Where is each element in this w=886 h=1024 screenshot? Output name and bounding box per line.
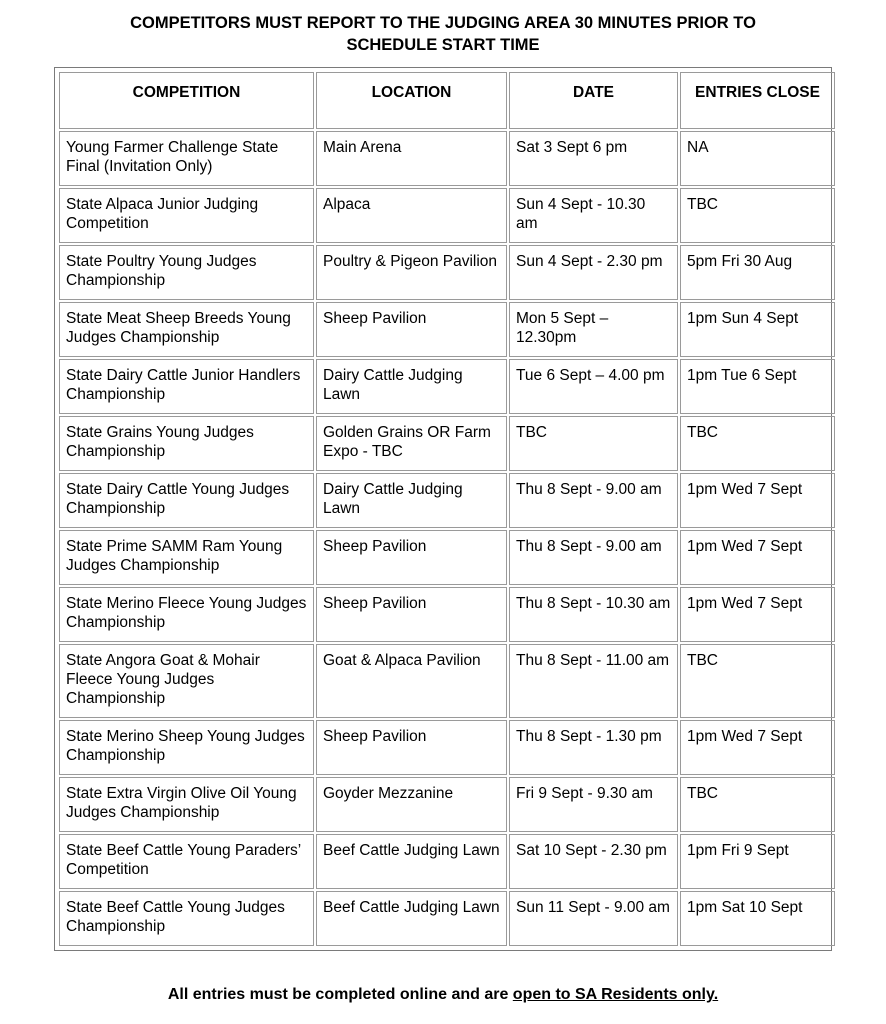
- title-line-2: SCHEDULE START TIME: [346, 36, 540, 54]
- cell-entries-close: 1pm Sun 4 Sept: [680, 302, 835, 357]
- table-row: [59, 131, 835, 186]
- table-row: [59, 587, 835, 642]
- cell-location: Sheep Pavilion: [316, 587, 507, 642]
- cell-date: TBC: [509, 416, 678, 471]
- table-row: [59, 416, 835, 471]
- footer-note-underlined: open to SA Residents only.: [512, 986, 719, 1003]
- cell-competition: State Alpaca Junior Judging Competition: [59, 188, 314, 243]
- table-row: [59, 720, 835, 775]
- column-header-competition: COMPETITION: [59, 72, 314, 129]
- cell-competition: State Extra Virgin Olive Oil Young Judges Championship: [59, 777, 314, 832]
- cell-competition: State Dairy Cattle Young Judges Championship: [59, 473, 314, 528]
- cell-competition: State Angora Goat & Mohair Fleece Young Judges Championship: [59, 644, 314, 718]
- cell-entries-close: NA: [680, 131, 835, 186]
- column-header-location: LOCATION: [316, 72, 507, 129]
- cell-competition: State Beef Cattle Young Paraders’ Competition: [59, 834, 314, 889]
- cell-date: Thu 8 Sept - 11.00 am: [509, 644, 678, 718]
- cell-date: Thu 8 Sept - 9.00 am: [509, 473, 678, 528]
- cell-entries-close: 1pm Tue 6 Sept: [680, 359, 835, 414]
- cell-location: Alpaca: [316, 188, 507, 243]
- cell-competition: State Merino Sheep Young Judges Championship: [59, 720, 314, 775]
- cell-date: Mon 5 Sept – 12.30pm: [509, 302, 678, 357]
- table-row: [59, 891, 835, 946]
- cell-location: Goat & Alpaca Pavilion: [316, 644, 507, 718]
- table-header-row: [59, 72, 835, 129]
- cell-date: Sun 4 Sept - 10.30 am: [509, 188, 678, 243]
- cell-location: Sheep Pavilion: [316, 302, 507, 357]
- cell-date: Tue 6 Sept – 4.00 pm: [509, 359, 678, 414]
- schedule-table-container: [54, 67, 832, 951]
- cell-location: Beef Cattle Judging Lawn: [316, 834, 507, 889]
- title-line-1: COMPETITORS MUST REPORT TO THE JUDGING AREA 30 MINUTES PRIOR TO: [130, 14, 756, 32]
- table-row: [59, 473, 835, 528]
- footer-note: [0, 985, 886, 1005]
- cell-competition: State Dairy Cattle Junior Handlers Championship: [59, 359, 314, 414]
- table-row: [59, 188, 835, 243]
- page-title: [0, 12, 886, 56]
- cell-date: Thu 8 Sept - 9.00 am: [509, 530, 678, 585]
- cell-location: Main Arena: [316, 131, 507, 186]
- cell-date: Sun 4 Sept - 2.30 pm: [509, 245, 678, 300]
- table-row: [59, 777, 835, 832]
- footer-note-text: All entries must be completed online and are: [167, 986, 513, 1003]
- table-row: [59, 302, 835, 357]
- cell-location: Dairy Cattle Judging Lawn: [316, 473, 507, 528]
- cell-location: Poultry & Pigeon Pavilion: [316, 245, 507, 300]
- cell-entries-close: 5pm Fri 30 Aug: [680, 245, 835, 300]
- table-row: [59, 834, 835, 889]
- table-row: [59, 644, 835, 718]
- cell-location: Sheep Pavilion: [316, 720, 507, 775]
- cell-entries-close: 1pm Fri 9 Sept: [680, 834, 835, 889]
- cell-entries-close: TBC: [680, 644, 835, 718]
- cell-location: Beef Cattle Judging Lawn: [316, 891, 507, 946]
- table-row: [59, 530, 835, 585]
- cell-competition: Young Farmer Challenge State Final (Invitation Only): [59, 131, 314, 186]
- table-row: [59, 245, 835, 300]
- cell-entries-close: 1pm Wed 7 Sept: [680, 473, 835, 528]
- cell-competition: State Grains Young Judges Championship: [59, 416, 314, 471]
- cell-location: Dairy Cattle Judging Lawn: [316, 359, 507, 414]
- cell-entries-close: 1pm Wed 7 Sept: [680, 530, 835, 585]
- cell-date: Sat 10 Sept - 2.30 pm: [509, 834, 678, 889]
- cell-date: Fri 9 Sept - 9.30 am: [509, 777, 678, 832]
- cell-location: Sheep Pavilion: [316, 530, 507, 585]
- cell-date: Sat 3 Sept 6 pm: [509, 131, 678, 186]
- cell-entries-close: 1pm Sat 10 Sept: [680, 891, 835, 946]
- cell-location: Goyder Mezzanine: [316, 777, 507, 832]
- cell-entries-close: 1pm Wed 7 Sept: [680, 587, 835, 642]
- cell-date: Thu 8 Sept - 10.30 am: [509, 587, 678, 642]
- column-header-entries-close: ENTRIES CLOSE: [680, 72, 835, 129]
- cell-entries-close: 1pm Wed 7 Sept: [680, 720, 835, 775]
- cell-entries-close: TBC: [680, 777, 835, 832]
- cell-date: Thu 8 Sept - 1.30 pm: [509, 720, 678, 775]
- cell-entries-close: TBC: [680, 416, 835, 471]
- cell-entries-close: TBC: [680, 188, 835, 243]
- cell-competition: State Prime SAMM Ram Young Judges Championship: [59, 530, 314, 585]
- cell-competition: State Beef Cattle Young Judges Championship: [59, 891, 314, 946]
- cell-competition: State Meat Sheep Breeds Young Judges Championship: [59, 302, 314, 357]
- cell-location: Golden Grains OR Farm Expo - TBC: [316, 416, 507, 471]
- table-row: [59, 359, 835, 414]
- column-header-date: DATE: [509, 72, 678, 129]
- schedule-table: [57, 70, 837, 948]
- cell-competition: State Poultry Young Judges Championship: [59, 245, 314, 300]
- cell-date: Sun 11 Sept - 9.00 am: [509, 891, 678, 946]
- cell-competition: State Merino Fleece Young Judges Championship: [59, 587, 314, 642]
